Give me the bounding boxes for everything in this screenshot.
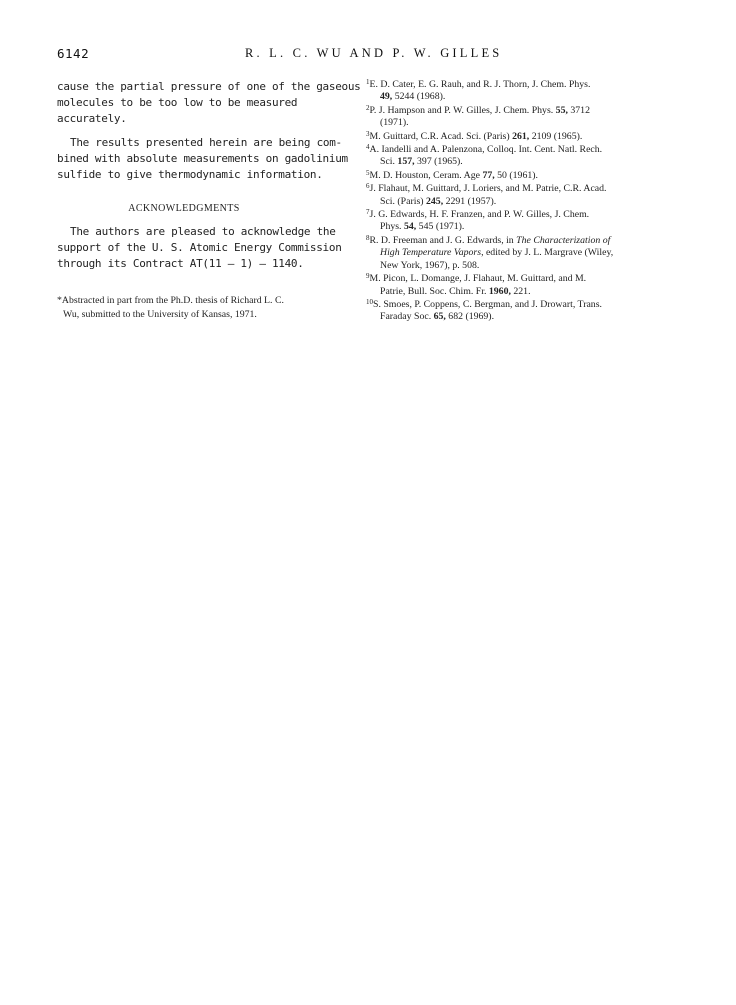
left-column: [57, 79, 361, 272]
reference-item: $^6$J. Flahaut, M. Guittard, J. Loriers, and M. Patrie, C.R. Acad. Sci. (Paris) 245, 2291 (1957).: [366, 182, 607, 207]
page-header: [57, 46, 687, 66]
reference-item: $^2$P. J. Hampson and P. W. Gilles, J. Chem. Phys. 55, 3712 (1971).: [366, 103, 590, 129]
reference-item: $^{10}$S. Smoes, P. Coppens, C. Bergman, and J. Drowart, Trans. Faraday Soc. 65, 682 (1969).: [366, 297, 602, 323]
reference-item: $^4$A. Iandelli and A. Palenzona, Colloq. Int. Cent. Natl. Rech. Sci. 157, 397 (1965).: [366, 143, 603, 168]
footnote: *Abstracted in part from the Ph.D. thesis of Richard L. C. Wu, submitted to the University of Kansas, 1971.: [57, 295, 284, 320]
reference-item: $^5$M. D. Houston, Ceram. Age 77, 50 (1961).: [366, 168, 538, 181]
reference-item: $^8$R. D. Freeman and J. G. Edwards, in The Characterization of High Temperature Vapors, edited by J. L. Margrave (Wiley, New York, 1967), p. 508.: [366, 233, 614, 271]
reference-item: $^9$M. Picon, L. Domange, J. Flahaut, M. Guittard, and M. Patrie, Bull. Soc. Chim. Fr. 1960, 221.: [366, 272, 587, 297]
reference-item: $^3$M. Guittard, C.R. Acad. Sci. (Paris) 261, 2109 (1965).: [366, 129, 583, 142]
body-paragraph-2: The results presented herein are being com- bined with absolute measurements on gadolinium sulfide to give thermodynamic information.: [57, 136, 348, 181]
reference-item: $^7$J. G. Edwards, H. F. Franzen, and P. W. Gilles, J. Chem. Phys. 54, 545 (1971).: [366, 208, 590, 233]
page-number: 6142: [57, 46, 90, 61]
body-paragraph-1: cause the partial pressure of one of the gaseous molecules to be too low to be measured accurately.: [57, 80, 361, 125]
running-head: R. L. C. WU AND P. W. GILLES: [245, 46, 503, 60]
footnote-marker: *: [57, 295, 62, 306]
references-list: [366, 79, 728, 325]
acknowledgments-heading: ACKNOWLEDGMENTS: [128, 203, 240, 214]
reference-item: $^1$E. D. Cater, E. G. Rauh, and R. J. Thorn, J. Chem. Phys. 49, 5244 (1968).: [366, 78, 591, 103]
acknowledgments-paragraph: The authors are pleased to acknowledge the support of the U. S. Atomic Energy Commission through its Contract AT(11 – 1) – 1140.: [57, 225, 342, 270]
